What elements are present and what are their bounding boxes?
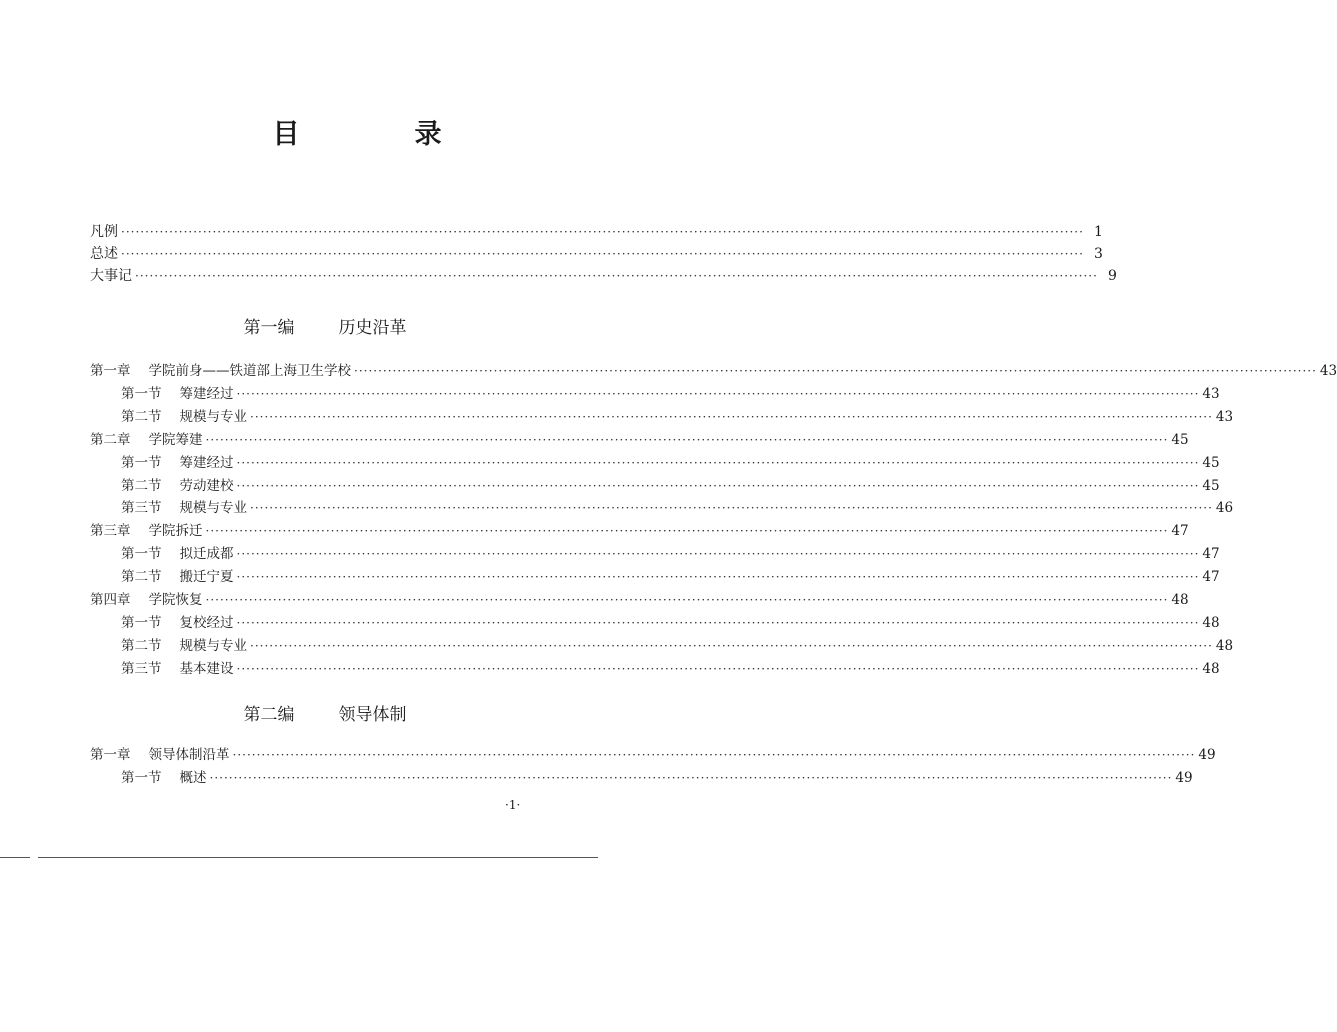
leader-dots: ········································································································································································································ (250, 501, 1213, 515)
toc-entry-title: 筹建经过 (179, 386, 234, 402)
toc-entry[interactable] (121, 407, 1234, 427)
toc-entry-label (121, 498, 247, 518)
toc-entry-label (90, 590, 203, 610)
toc-entry-title: 凡例 (90, 224, 118, 240)
toc-entry-title: 搬迁宁夏 (179, 569, 234, 585)
toc-entry-label (90, 430, 203, 450)
toc-entry-title: 领导体制沿革 (148, 747, 230, 763)
page-number: ·1· (505, 798, 521, 812)
toc-entry[interactable] (121, 453, 1220, 473)
toc-entry-label (121, 659, 234, 679)
leader-dots: ········································································································································································································ (354, 364, 1317, 378)
toc-entry-page: 48 (1215, 638, 1234, 654)
toc-entry-page: 49 (1175, 770, 1193, 786)
toc-entry-number: 第二节 (121, 569, 162, 585)
toc-entry-number: 第四章 (90, 592, 131, 608)
toc-entry-title: 劳动建校 (179, 478, 234, 494)
toc-entry[interactable] (90, 521, 1189, 541)
toc-entry-label (121, 384, 234, 404)
toc-entry-title: 概述 (179, 770, 207, 786)
leader-dots: ········································································································································································································ (135, 269, 1098, 283)
leader-dots: ········································································································································································································ (121, 247, 1084, 261)
toc-entry-page: 45 (1171, 432, 1189, 448)
toc-entry[interactable] (121, 498, 1234, 518)
part-name: 领导体制 (338, 705, 407, 725)
toc-entry-title: 筹建经过 (179, 455, 234, 471)
page-edge-line (38, 857, 598, 858)
leader-dots: ········································································································································································································ (236, 456, 1200, 470)
toc-entry-title: 规模与专业 (179, 638, 247, 654)
toc-entry[interactable] (121, 613, 1220, 633)
toc-entry-title: 学院恢复 (148, 592, 203, 608)
toc-entry[interactable] (90, 361, 1337, 381)
toc-entry-number: 第三章 (90, 523, 131, 539)
leader-dots: ········································································································································································································ (205, 433, 1169, 447)
toc-entry-label (121, 768, 207, 788)
toc-entry[interactable] (121, 384, 1220, 404)
toc-entry-number: 第二节 (121, 409, 162, 425)
leader-dots: ········································································································································································································ (205, 593, 1169, 607)
leader-dots: ········································································································································································································ (236, 479, 1200, 493)
toc-entry[interactable] (121, 476, 1220, 496)
leader-dots: ········································································································································································································ (232, 748, 1196, 762)
toc-entry-page: 43 (1215, 409, 1234, 425)
part-name: 历史沿革 (338, 318, 407, 338)
toc-entry-label (90, 266, 132, 286)
toc-entry-number: 第一章 (90, 363, 131, 379)
part-number: 第二编 (243, 705, 295, 725)
toc-entry-page: 9 (1107, 268, 1117, 284)
toc-entry-title: 基本建设 (179, 661, 234, 677)
toc-entry[interactable] (121, 768, 1193, 788)
toc-entry-page: 47 (1171, 523, 1189, 539)
leader-dots: ········································································································································································································ (236, 387, 1200, 401)
page-title: 目 录 (272, 119, 486, 150)
toc-entry-label (121, 613, 234, 633)
toc-entry-number: 第一节 (121, 455, 162, 471)
toc-entry-title: 学院前身——铁道部上海卫生学校 (148, 363, 351, 379)
toc-entry-label (121, 407, 247, 427)
leader-dots: ········································································································································································································ (250, 639, 1213, 653)
leader-dots: ········································································································································································································ (236, 570, 1200, 584)
toc-entry-label (90, 361, 351, 381)
toc-entry-number: 第一节 (121, 615, 162, 631)
toc-entry[interactable] (121, 659, 1220, 679)
leader-dots: ········································································································································································································ (236, 616, 1200, 630)
toc-entry-label (121, 476, 234, 496)
toc-entry[interactable] (90, 266, 1117, 286)
toc-entry-title: 学院筹建 (148, 432, 203, 448)
toc-entry-label (90, 244, 118, 264)
toc-entry-page: 48 (1202, 615, 1220, 631)
toc-entry-label (90, 745, 230, 765)
toc-entry-page: 49 (1198, 747, 1216, 763)
toc-entry[interactable] (121, 636, 1234, 656)
toc-entry-number: 第一节 (121, 386, 162, 402)
toc-entry-page: 1 (1093, 224, 1103, 240)
page-edge-line (0, 857, 30, 858)
toc-entry-number: 第一节 (121, 546, 162, 562)
toc-entry-number: 第一节 (121, 770, 162, 786)
toc-entry[interactable] (90, 222, 1103, 242)
toc-entry-title: 学院拆迁 (148, 523, 203, 539)
toc-entry-page: 43 (1202, 386, 1220, 402)
leader-dots: ········································································································································································································ (209, 771, 1173, 785)
part-number: 第一编 (243, 318, 295, 338)
toc-entry-title: 拟迁成都 (179, 546, 234, 562)
toc-entry[interactable] (90, 430, 1189, 450)
leader-dots: ········································································································································································································ (121, 225, 1084, 239)
toc-entry-page: 48 (1202, 661, 1220, 677)
toc-entry[interactable] (121, 544, 1220, 564)
toc-entry-label (90, 222, 118, 242)
toc-entry-title: 规模与专业 (179, 409, 247, 425)
toc-entry[interactable] (90, 590, 1189, 610)
toc-entry-page: 43 (1319, 363, 1337, 379)
toc-entry-label (121, 453, 234, 473)
toc-entry-label (121, 567, 234, 587)
part-heading[interactable] (0, 700, 650, 725)
toc-entry-page: 48 (1171, 592, 1189, 608)
toc-entry-page: 3 (1093, 246, 1103, 262)
leader-dots: ········································································································································································································ (250, 410, 1213, 424)
toc-entry-number: 第三节 (121, 661, 162, 677)
toc-entry-page: 45 (1202, 455, 1220, 471)
toc-entry-page: 47 (1202, 546, 1220, 562)
toc-entry-number: 第二节 (121, 638, 162, 654)
toc-entry-number: 第二节 (121, 478, 162, 494)
toc-entry-label (90, 521, 203, 541)
toc-entry-title: 规模与专业 (179, 500, 247, 516)
toc-entry-number: 第二章 (90, 432, 131, 448)
toc-entry-title: 总述 (90, 246, 118, 262)
leader-dots: ········································································································································································································ (236, 662, 1200, 676)
leader-dots: ········································································································································································································ (205, 524, 1169, 538)
toc-entry[interactable] (90, 745, 1216, 765)
toc-entry-page: 47 (1202, 569, 1220, 585)
toc-entry-page: 45 (1202, 478, 1220, 494)
toc-entry[interactable] (121, 567, 1220, 587)
toc-entry-number: 第一章 (90, 747, 131, 763)
leader-dots: ········································································································································································································ (236, 547, 1200, 561)
toc-entry-title: 大事记 (90, 268, 132, 284)
toc-entry[interactable] (90, 244, 1103, 264)
toc-entry-title: 复校经过 (179, 615, 234, 631)
toc-entry-label (121, 544, 234, 564)
toc-entry-page: 46 (1215, 500, 1234, 516)
part-heading[interactable] (0, 313, 650, 338)
toc-entry-label (121, 636, 247, 656)
toc-entry-number: 第三节 (121, 500, 162, 516)
